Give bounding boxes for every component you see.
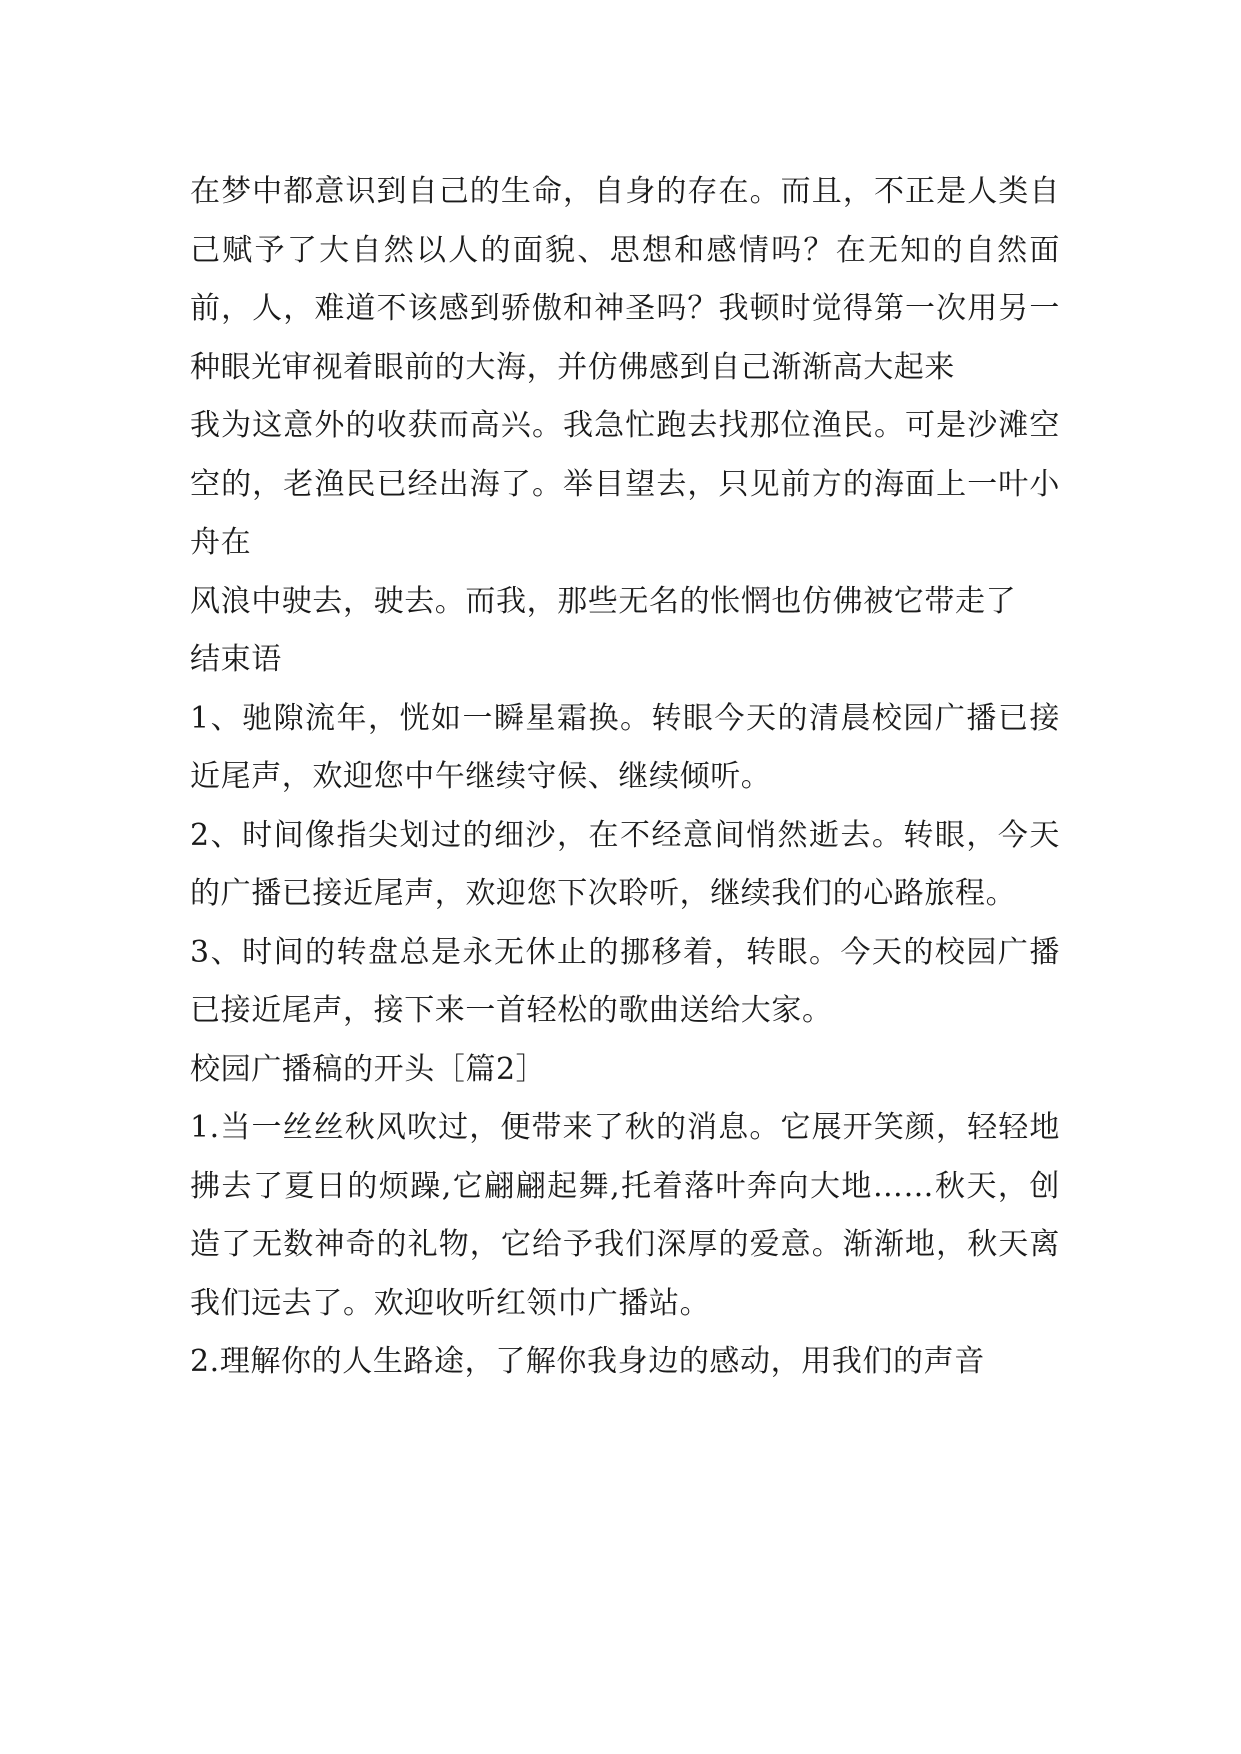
list-item-closing-1: 1、驰隙流年，恍如一瞬星霜换。转眼今天的清晨校园广播已接近尾声，欢迎您中午继续守候、继续倾听。: [190, 700, 1060, 794]
list-item-closing-3: 3、时间的转盘总是永无休止的挪移着，转眼。今天的校园广播已接近尾声，接下来一首轻松的歌曲送给大家。: [190, 934, 1060, 1028]
list-item-opening-1: 1.当一丝丝秋风吹过，便带来了秋的消息。它展开笑颜，轻轻地拂去了夏日的烦躁,它翩翩起舞,托着落叶奔向大地……秋天，创造了无数神奇的礼物，它给予我们深厚的爱意。渐渐地，秋天离我们远去了。欢迎收听红领巾广播站。: [190, 1110, 1060, 1321]
list-item-closing-2: 2、时间像指尖划过的细沙，在不经意间悄然逝去。转眼，今天的广播已接近尾声，欢迎您下次聆听，继续我们的心路旅程。: [190, 817, 1060, 911]
paragraph-sea-reflection: 在梦中都意识到自己的生命，自身的存在。而且，不正是人类自己赋予了大自然以人的面貌、思想和感情吗？在无知的自然面前，人，难道不该感到骄傲和神圣吗？我顿时觉得第一次用另一种眼光审视着眼前的大海，并仿佛感到自己渐渐高大起来: [190, 174, 1060, 385]
list-item-opening-2: 2.理解你的人生路途，了解你我身边的感动，用我们的声音: [190, 1344, 985, 1379]
document-body: [190, 163, 1060, 1392]
paragraph-boat: 风浪中驶去，驶去。而我，那些无名的怅惘也仿佛被它带走了: [190, 583, 1017, 619]
section-heading-opening: 校园广播稿的开头［篇2］: [190, 1051, 547, 1087]
section-heading-closing: 结束语: [190, 642, 282, 677]
paragraph-fisherman: 我为这意外的收获而高兴。我急忙跑去找那位渔民。可是沙滩空空的，老渔民已经出海了。举目望去，只见前方的海面上一叶小舟在: [190, 408, 1060, 560]
